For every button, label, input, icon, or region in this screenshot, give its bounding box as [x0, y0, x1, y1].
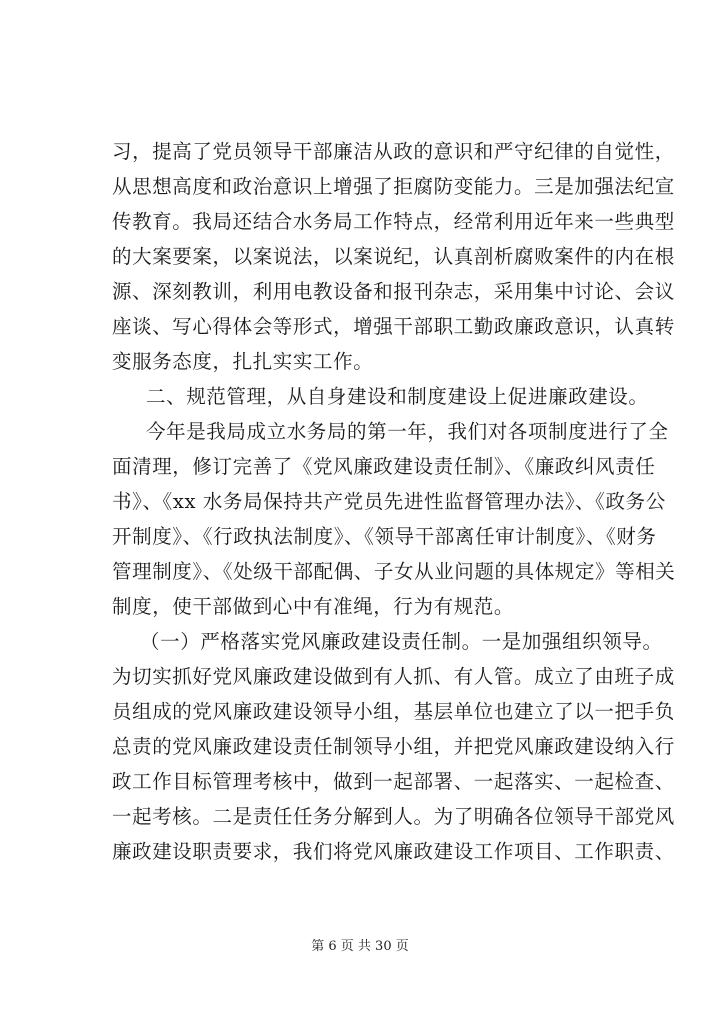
- body-line: 管理制度》、《处级干部配偶、子女从业问题的具体规定》等相关: [112, 560, 676, 583]
- body-line: 习，提高了党员领导干部廉洁从政的意识和严守纪律的自觉性，: [112, 140, 675, 163]
- body-line: 传教育。我局还结合水务局工作特点，经常利用近年来一些典型: [112, 210, 675, 233]
- body-line: 员组成的党风廉政建设领导小组，基层单位也建立了以一把手负: [112, 700, 675, 723]
- page-number-footer: 第 6 页 共 30 页: [311, 939, 409, 954]
- body-line: 从思想高度和政治意识上增强了拒腐防变能力。三是加强法纪宣: [112, 175, 675, 198]
- body-line: 书》、《xx 水务局保持共产党员先进性监督管理办法》、《政务公: [112, 490, 666, 513]
- body-line: 制度，使干部做到心中有准绳，行为有规范。: [112, 595, 515, 618]
- body-line: 一起考核。二是责任任务分解到人。为了明确各位领导干部党风: [112, 805, 675, 828]
- body-line: 座谈、写心得体会等形式，增强干部职工勤政廉政意识，认真转: [112, 315, 675, 338]
- body-line: 变服务态度，扎扎实实工作。: [112, 350, 374, 373]
- body-line: 总责的党风廉政建设责任制领导小组，并把党风廉政建设纳入行: [112, 735, 675, 758]
- body-line: 的大案要案，以案说法，以案说纪，认真剖析腐败案件的内在根: [112, 245, 675, 268]
- body-line: 今年是我局成立水务局的第一年，我们对各项制度进行了全: [146, 420, 669, 443]
- section-heading: 二、规范管理，从自身建设和制度建设上促进廉政建设。: [146, 385, 649, 408]
- body-line: 为切实抓好党风廉政建设做到有人抓、有人管。成立了由班子成: [112, 665, 675, 688]
- body-line: 廉政建设职责要求，我们将党风廉政建设工作项目、工作职责、: [112, 840, 675, 863]
- subsection-heading: （一）严格落实党风廉政建设责任制。一是加强组织领导。: [140, 630, 663, 653]
- body-line: 源、深刻教训，利用电教设备和报刊杂志，采用集中讨论、会议: [112, 280, 675, 303]
- body-line: 开制度》、《行政执法制度》、《领导干部离任审计制度》、《财务: [112, 525, 657, 548]
- body-line: 面清理，修订完善了《党风廉政建设责任制》、《廉政纠风责任: [112, 455, 656, 478]
- body-line: 政工作目标管理考核中，做到一起部署、一起落实、一起检查、: [112, 770, 675, 793]
